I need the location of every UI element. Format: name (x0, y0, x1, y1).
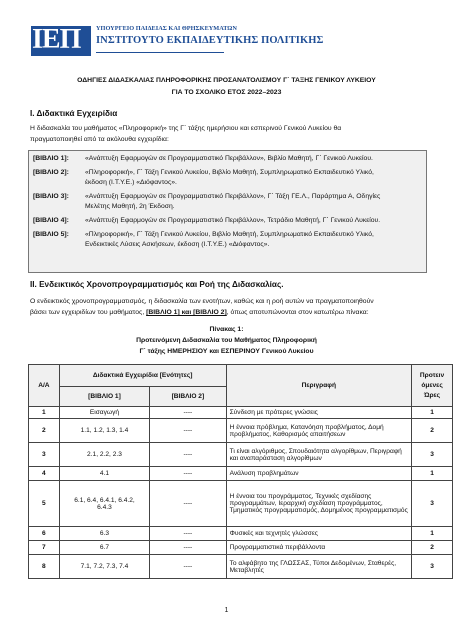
cell-description: Φυσικές και τεχνητές γλώσσες (226, 527, 412, 541)
col-header-book2: [ΒΙΒΛΙΟ 2] (150, 387, 226, 407)
cell-description: Τι είναι αλγόριθμος, Σπουδαιότητα αλγορίθμων, Περιγραφή και αναπαράσταση αλγορίθμων (226, 443, 412, 467)
cell-aa: 2 (29, 419, 60, 443)
cell-book2: ---- (150, 541, 226, 555)
table-row (29, 527, 453, 541)
cell-aa: 6 (29, 527, 60, 541)
table-row (29, 541, 453, 555)
cell-aa: 8 (29, 555, 60, 579)
book-desc-line1: «Ανάπτυξη Εφαρμογών σε Προγραμματιστικό Περιβάλλον», Βιβλίο Μαθητή, Γ΄ Γενικού Λυκείου. (85, 155, 373, 162)
book-desc-line1: «Πληροφορική», Γ΄ Τάξη Γενικού Λυκείου, Βιβλίο Μαθητή, Συμπληρωματικό Εκπαιδευτικό Υλικό, (85, 231, 374, 238)
col-header-aa: Α/Α (29, 365, 60, 407)
col-header-description: Περιγραφή (226, 365, 412, 407)
cell-aa: 7 (29, 541, 60, 555)
cell-book2: ---- (150, 555, 226, 579)
cell-book1: Εισαγωγή (59, 407, 149, 419)
table-row (29, 419, 453, 443)
cell-description: Η έννοια πρόβλημα, Κατανόηση προβλήματος, Δομή προβλήματος, Καθορισμός απαιτήσεων (226, 419, 412, 443)
section1-paragraph-line2: πραγματοποιηθεί από τα ακόλουθα εγχειρίδια: (30, 136, 169, 143)
section2-books-ref: [ΒΙΒΛΙΟ 1] και [ΒΙΒΛΙΟ 2] (146, 309, 227, 316)
page-number: 1 (224, 607, 229, 614)
cell-hours: 2 (412, 419, 453, 443)
table-row (29, 481, 453, 527)
institute-name: ΙΝΣΤΙΤΟΥΤΟ ΕΚΠΑΙΔΕΥΤΙΚΗΣ ΠΟΛΙΤΙΚΗΣ (96, 35, 324, 46)
book-key: [ΒΙΒΛΙΟ 1]: (33, 155, 69, 162)
document-title-line1: ΟΔΗΓΙΕΣ ΔΙΔΑΣΚΑΛΙΑΣ ΠΛΗΡΟΦΟΡΙΚΗΣ ΠΡΟΣΑΝΑΤΟΛΙΣΜΟΥ Γ΄ ΤΑΞΗΣ ΓΕΝΙΚΟΥ ΛΥΚΕΙΟΥ (77, 77, 376, 84)
cell-description: Προγραμματιστικά περιβάλλοντα (226, 541, 412, 555)
book-key: [ΒΙΒΛΙΟ 2]: (33, 169, 69, 176)
col-header-book1: [ΒΙΒΛΙΟ 1] (59, 387, 149, 407)
cell-book2: ---- (150, 443, 226, 467)
book-desc-line1: «Ανάπτυξη Εφαρμογών σε Προγραμματιστικό Περιβάλλον», Γ΄ Τάξη ΓΕ.Λ., Παράρτημα Α, Οδηγίες (85, 193, 381, 200)
cell-aa: 5 (29, 481, 60, 527)
cell-description: Η έννοια του προγράμματος, Τεχνικές σχεδίασης προγραμμάτων, Ιεραρχική σχεδίαση προγράμματος, Τμηματικός προγραμματισμός, Δομημένος προγραμματισμός (226, 481, 412, 527)
document-title-line2: ΓΙΑ ΤΟ ΣΧΟΛΙΚΟ ΕΤΟΣ 2022–2023 (171, 89, 282, 96)
cell-description: Το αλφάβητο της ΓΛΩΣΣΑΣ, Τύποι Δεδομένων, Σταθερές, Μεταβλητές (226, 555, 412, 579)
table-row (29, 555, 453, 579)
cell-aa: 1 (29, 407, 60, 419)
col-header-hours: Προτειν όμενες Ώρες (412, 365, 453, 407)
cell-book1: 1.1, 1.2, 1.3, 1.4 (59, 419, 149, 443)
table-row (29, 443, 453, 467)
book-key: [ΒΙΒΛΙΟ 4]: (33, 217, 69, 224)
cell-hours: 1 (412, 407, 453, 419)
book-desc-line1: «Πληροφορική», Γ΄ Τάξη Γενικού Λυκείου, Βιβλίο Μαθητή, Συμπληρωματικό Εκπαιδευτικό Υλικό, (85, 169, 374, 176)
cell-book1: 6.7 (59, 541, 149, 555)
cell-hours: 3 (412, 443, 453, 467)
iep-logo-letters: ΙΕΠ (32, 24, 81, 55)
cell-aa: 3 (29, 443, 60, 467)
table-row (29, 467, 453, 481)
cell-hours: 1 (412, 467, 453, 481)
cell-hours: 3 (412, 481, 453, 527)
book-desc-line2: έκδοση (Ι.Τ.Υ.Ε.) «Διόφαντος». (85, 179, 177, 186)
cell-book2: ---- (150, 419, 226, 443)
table-header-row (29, 365, 453, 387)
cell-book2: ---- (150, 527, 226, 541)
col-header-books: Διδακτικά Εγχειρίδια [Ενότητες] (59, 365, 226, 387)
cell-hours: 3 (412, 555, 453, 579)
cell-description: Ανάλυση προβλημάτων (226, 467, 412, 481)
cell-book1: 2.1, 2.2, 2.3 (59, 443, 149, 467)
header-divider (96, 52, 224, 53)
cell-book2: ---- (150, 481, 226, 527)
book-key: [ΒΙΒΛΙΟ 3]: (33, 193, 69, 200)
ministry-name: ΥΠΟΥΡΓΕΙΟ ΠΑΙΔΕΙΑΣ ΚΑΙ ΘΡΗΣΚΕΥΜΑΤΩΝ (96, 25, 237, 32)
book-desc-line2: Μελέτης Μαθητή, 2η Έκδοση. (85, 203, 175, 210)
section2-text-a: βάσει των εγχειριδίων του μαθήματος, (30, 309, 147, 316)
table-caption-line3: Γ΄ τάξης ΗΜΕΡΗΣΙΟΥ και ΕΣΠΕΡΙΝΟΥ Γενικού Λυκείου (139, 348, 314, 355)
cell-description: Σύνδεση με πρότερες γνώσεις (226, 407, 412, 419)
cell-book1: 4.1 (59, 467, 149, 481)
cell-book2: ---- (150, 407, 226, 419)
section2-text-c: , όπως αποτυπώνονται στον κατωτέρω πίνακα: (226, 309, 369, 316)
cell-hours: 1 (412, 527, 453, 541)
section2-paragraph-line1: Ο ενδεικτικός χρονοπρογραμματισμός, η διδασκαλία των ενοτήτων, καθώς και η ροή αυτών να πραγματοποιηθούν (30, 298, 374, 305)
books-list (28, 150, 427, 273)
table-row (29, 407, 453, 419)
table-caption-line2: Προτεινόμενη Διδασκαλία του Μαθήματος Πληροφορική (136, 337, 317, 344)
table-caption-line1: Πίνακας 1: (209, 326, 244, 333)
cell-aa: 4 (29, 467, 60, 481)
cell-book1: 6.3 (59, 527, 149, 541)
book-desc-line2: Ενδεικτικές Λύσεις Ασκήσεων, έκδοση (Ι.Τ.Υ.Ε.) «Διόφαντος». (85, 241, 270, 248)
cell-hours: 2 (412, 541, 453, 555)
curriculum-table (28, 364, 453, 579)
book-desc-line1: «Ανάπτυξη Εφαρμογών σε Προγραμματιστικό Περιβάλλον», Τετράδιο Μαθητή, Γ΄ Γενικού Λυκείου. (85, 217, 381, 224)
section1-paragraph-line1: Η διδασκαλία του μαθήματος «Πληροφορική» της Γ΄ τάξης ημερήσιου και εσπερινού Γενικού Λυκείου θα (30, 125, 342, 132)
book-key: [ΒΙΒΛΙΟ 5]: (33, 231, 69, 238)
section1-heading: Ι. Διδακτικά Εγχειρίδια (30, 109, 118, 118)
cell-book1: 7.1, 7.2, 7.3, 7.4 (59, 555, 149, 579)
section2-paragraph-line2 (30, 307, 426, 318)
cell-book1: 6.1, 6.4, 6.4.1, 6.4.2, 6.4.3 (59, 481, 149, 527)
section2-heading: ΙΙ. Ενδεικτικός Χρονοπρογραμματισμός και Ροή της Διδασκαλίας. (30, 280, 284, 289)
cell-book2: ---- (150, 467, 226, 481)
